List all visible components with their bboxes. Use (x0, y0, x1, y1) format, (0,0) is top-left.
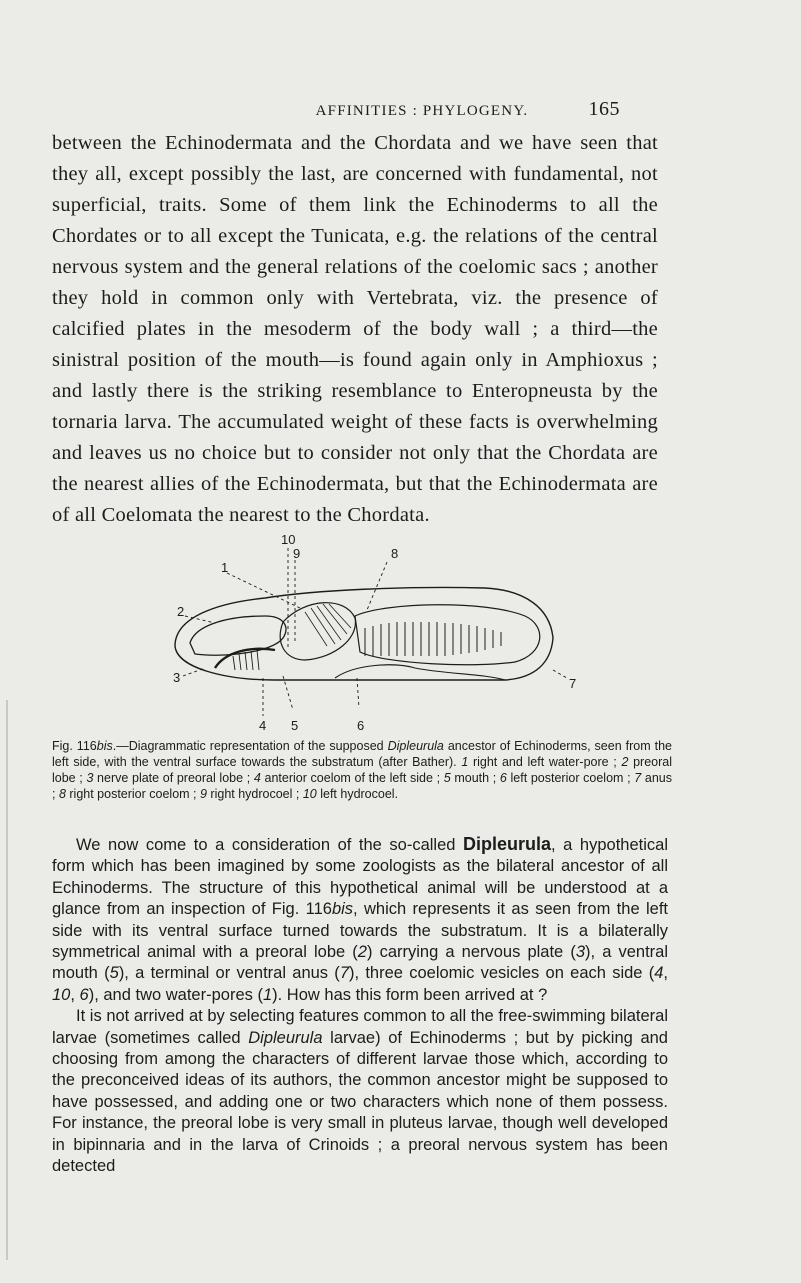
caption-key: 1 (461, 755, 469, 769)
nerve-plate (215, 649, 275, 670)
caption-fig-no: Fig. 116 (52, 739, 97, 753)
caption-desc: left hydrocoel. (316, 787, 399, 801)
ref-number: 2 (357, 943, 367, 962)
caption-desc: nerve plate of preoral lobe ; (93, 771, 254, 785)
label-7: 7 (569, 676, 577, 691)
caption-key: 8 (58, 787, 66, 801)
page-gutter-shadow (6, 700, 8, 1260)
genus-name: Dipleurula (248, 1028, 323, 1047)
caption-text: .—Diagrammatic representation of the supposed (112, 739, 388, 753)
body-section-dipleurula (52, 834, 668, 1178)
caption-desc: right posterior coelom ; (65, 787, 200, 801)
gut-hatching (365, 622, 501, 656)
caption-fig-suffix: bis (96, 739, 113, 753)
text-run: ), and two water-pores ( (88, 985, 263, 1004)
hydrocoel-hatching (305, 604, 351, 646)
body-paragraph-2 (52, 834, 668, 1006)
caption-key: 10 (302, 787, 317, 801)
label-8: 8 (391, 546, 399, 561)
caption-key: 5 (443, 771, 451, 785)
term-dipleurula: Dipleurula (463, 834, 552, 854)
text-run: It is not arrived at by selecting features common to all the free-swimming bilateral larvae (sometimes called (52, 1007, 668, 1047)
figure-caption (52, 738, 672, 802)
text-run: larvae) of Echinoderms ; but by picking and choosing from among the characters of different larvae those which, according to the preconceived ideas of its authors, the common ancestor might be supposed to have possessed, and adding one or two characters which none of them possess. For instance, the preoral lobe is very small in pluteus larvae, though well developed in bipinnaria and in the larva of Crinoids ; a preoral nervous system has been detected (52, 1028, 668, 1176)
caption-key: 7 (634, 771, 642, 785)
caption-genus: Dipleurula (387, 739, 444, 753)
caption-desc: right hydrocoel ; (206, 787, 303, 801)
posterior-coelom (355, 605, 540, 665)
label-1: 1 (221, 560, 229, 575)
label-5: 5 (291, 718, 299, 733)
text-run: ) carrying a nervous plate ( (366, 943, 576, 962)
label-4: 4 (259, 718, 267, 733)
text-run: , which represents it as seen from the left side with its ventral surface turned towards the substratum. It is a bilaterally symmetrical animal with a preoral lobe ( (52, 900, 668, 962)
caption-desc: anterior coelom of the left side ; (260, 771, 444, 785)
label-3: 3 (173, 670, 181, 685)
body-paragraph-3 (52, 1006, 668, 1177)
body-paragraph-1: between the Echinodermata and the Chordata and we have seen that they all, except possibly the last, are concerned with fundamental, not superficial, traits. Some of them link the Echinoderms to all the Chordates or to all except the Tunicata, e.g. the relations of the central nervous system and the general relations of the coelomic sacs ; another they hold in common only with Vertebrata, viz. the presence of calcified plates in the mesoderm of the body wall ; a third—the sinistral position of the mouth—is found again only in Amphioxus ; and lastly there is the striking resemblance to Enteropneusta by the tornaria larva. The accumulated weight of these facts is overwhelming and leaves us no choice but to consider not only that the Chordata are the nearest allies of the Echinodermata, but that the Echinodermata are of all Coelomata the nearest to the Chordata. (52, 132, 658, 526)
ref-number: 1 (262, 985, 273, 1004)
page-number: 165 (588, 98, 620, 120)
text-run: We now come to a consideration of the so-called (76, 836, 464, 854)
text-run: ), three coelomic vesicles on each side ( (349, 964, 655, 983)
label-9: 9 (293, 546, 301, 561)
caption-key: 2 (621, 755, 629, 769)
fig-suffix: bis (331, 900, 354, 919)
dipleurula-diagram (155, 528, 595, 733)
ref-number: 4 (654, 964, 664, 983)
ref-number: 3 (575, 943, 586, 962)
caption-desc: preoral lobe ; (52, 755, 672, 785)
leader-lines (183, 548, 567, 716)
ventral-line (335, 665, 505, 680)
ref-number: 10 (52, 985, 71, 1004)
text-run: , (70, 985, 80, 1004)
body-outline (175, 587, 553, 680)
ref-number: 7 (339, 964, 349, 983)
text-run: , (663, 964, 669, 983)
caption-text: ancestor of Echinoderms, seen from the left side, with the ventral surface towards the substratum (after Bather). (52, 739, 672, 769)
caption-key: 9 (200, 787, 207, 801)
ref-number: 5 (109, 964, 119, 983)
caption-desc: mouth ; (450, 771, 500, 785)
caption-desc: right and left water-pore ; (468, 755, 622, 769)
text-run: ), a ventral mouth ( (52, 943, 668, 983)
caption-key: 4 (253, 771, 261, 785)
caption-key: 3 (86, 771, 94, 785)
running-head: AFFINITIES : PHYLOGENY. (315, 103, 529, 119)
label-2: 2 (177, 604, 185, 619)
label-10: 10 (281, 532, 296, 547)
dipleurula-figure (155, 528, 595, 733)
label-6: 6 (357, 718, 365, 733)
ref-number: 6 (79, 985, 89, 1004)
text-run: , a hypothetical form which has been imagined by some zoologists as the bilateral ancestor of all Echinoderms. The structure of this hypothetical animal will be understood at a glance from an inspection of Fig. 116 (52, 836, 668, 919)
caption-key: 6 (499, 771, 507, 785)
caption-desc: left posterior coelom ; (506, 771, 635, 785)
text-run: ), a terminal or ventral anus ( (118, 964, 340, 983)
text-run: ). How has this form been arrived at ? (272, 985, 548, 1004)
caption-desc: anus ; (52, 771, 672, 801)
